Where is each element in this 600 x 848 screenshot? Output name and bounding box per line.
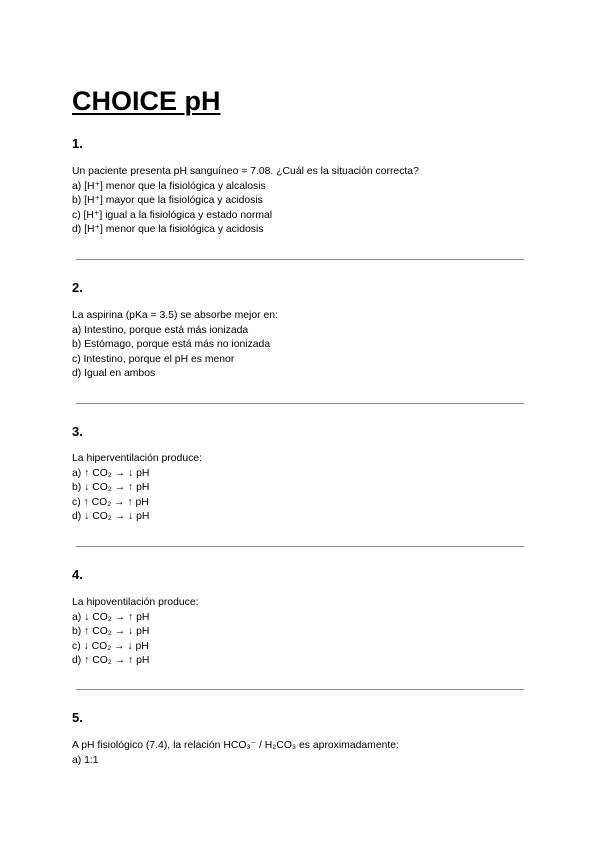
question-3 bbox=[72, 452, 532, 525]
question-5 bbox=[72, 739, 532, 768]
question-1-prompt: Un paciente presenta pH sanguíneo = 7.08. ¿Cuál es la situación correcta? bbox=[72, 166, 419, 177]
question-3-option-d: d) ↓ CO₂ → ↓ pH bbox=[72, 511, 150, 523]
question-4-option-a: a) ↓ CO₂ → ↑ pH bbox=[72, 611, 150, 623]
question-2-option-d: d) Igual en ambos bbox=[72, 368, 156, 380]
divider bbox=[76, 546, 524, 547]
question-1-option-c: c) [H⁺] igual a la fisiológica y estado normal bbox=[72, 209, 273, 221]
question-3-option-a: a) ↑ CO₂ → ↓ pH bbox=[72, 467, 150, 479]
question-2-number: 2. bbox=[72, 280, 83, 295]
question-1-option-d: d) [H⁺] menor que la fisiológica y acidosis bbox=[72, 224, 264, 236]
question-1-option-b: b) [H⁺] mayor que la fisiológica y acidosis bbox=[72, 195, 263, 207]
question-3-option-c: c) ↑ CO₂ → ↑ pH bbox=[72, 496, 149, 508]
question-2 bbox=[72, 309, 532, 382]
divider bbox=[76, 689, 524, 690]
question-2-option-b: b) Estómago, porque está más no ionizada bbox=[72, 339, 271, 351]
question-1-option-a: a) [H⁺] menor que la fisiológica y alcalosis bbox=[72, 180, 266, 192]
question-4-option-b: b) ↑ CO₂ → ↓ pH bbox=[72, 626, 150, 638]
question-2-option-c: c) Intestino, porque el pH es menor bbox=[72, 353, 235, 365]
question-5-prompt: A pH fisiológico (7.4), la relación HCO₃⁻ / H₂CO₃ es aproximadamente: bbox=[72, 740, 399, 751]
question-4-option-d: d) ↑ CO₂ → ↑ pH bbox=[72, 655, 150, 667]
question-4-option-c: c) ↓ CO₂ → ↓ pH bbox=[72, 640, 149, 652]
question-4 bbox=[72, 596, 532, 669]
question-5-number: 5. bbox=[72, 710, 83, 725]
question-3-prompt: La hiperventilación produce: bbox=[72, 453, 202, 464]
question-1 bbox=[72, 165, 532, 238]
page-title: CHOICE pH bbox=[72, 86, 221, 116]
divider bbox=[76, 259, 524, 260]
question-2-option-a: a) Intestino, porque está más ionizada bbox=[72, 324, 249, 336]
question-5-option-a: a) 1:1 bbox=[72, 754, 99, 766]
question-2-prompt: La aspirina (pKa = 3.5) se absorbe mejor en: bbox=[72, 310, 278, 321]
question-1-number: 1. bbox=[72, 136, 83, 151]
question-3-option-b: b) ↓ CO₂ → ↑ pH bbox=[72, 482, 150, 494]
question-4-number: 4. bbox=[72, 567, 83, 582]
question-3-number: 3. bbox=[72, 424, 83, 439]
question-4-prompt: La hipoventilación produce: bbox=[72, 597, 199, 608]
divider bbox=[76, 403, 524, 404]
